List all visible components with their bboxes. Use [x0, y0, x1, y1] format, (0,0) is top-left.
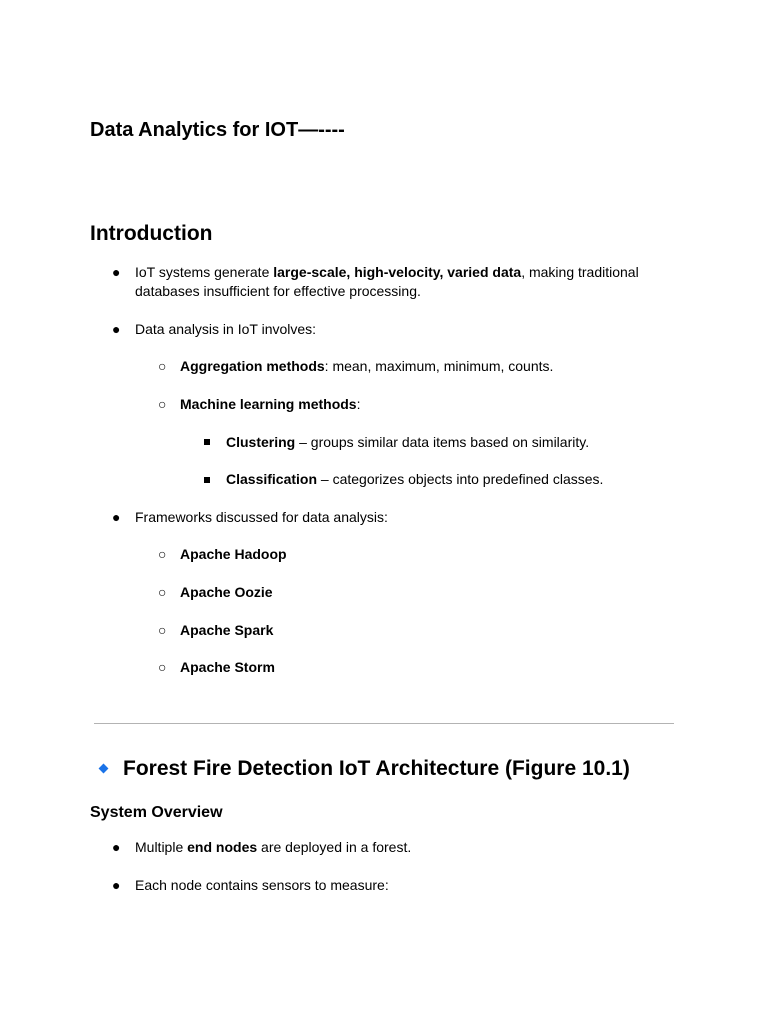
bullet-circle: ○ — [158, 546, 167, 562]
bullet-dot: ● — [112, 321, 121, 337]
introduction-heading: Introduction — [90, 222, 213, 245]
bold-text: large-scale, high-velocity, varied data — [273, 264, 522, 280]
bold-text: Clustering — [226, 434, 296, 450]
bullet-dot: ● — [112, 839, 121, 855]
bullet-circle: ○ — [158, 358, 167, 374]
horizontal-rule — [94, 723, 674, 724]
text: are deployed in a forest. — [257, 839, 412, 855]
intro-bullet-3: Frameworks discussed for data analysis: — [135, 509, 388, 525]
text: IoT systems generate — [135, 264, 274, 280]
bullet-dot: ● — [112, 264, 121, 280]
bullet-circle: ○ — [158, 396, 167, 412]
intro-bullet-2: Data analysis in IoT involves: — [135, 321, 317, 337]
framework-storm: Apache Storm — [180, 659, 275, 675]
machine-learning-methods-item — [180, 395, 360, 414]
aggregation-methods-item — [180, 357, 553, 376]
system-overview-heading: System Overview — [90, 804, 223, 821]
bold-text: Classification — [226, 471, 318, 487]
bold-text: Machine learning methods — [180, 396, 357, 412]
framework-hadoop: Apache Hadoop — [180, 546, 287, 562]
classification-item — [226, 470, 603, 489]
bold-text: Aggregation methods — [180, 358, 325, 374]
overview-bullet-1 — [135, 838, 411, 857]
framework-spark: Apache Spark — [180, 622, 274, 638]
document-title: Data Analytics for IOT—---- — [90, 119, 345, 141]
framework-oozie: Apache Oozie — [180, 584, 273, 600]
clustering-item — [226, 433, 589, 452]
bullet-dot: ● — [112, 509, 121, 525]
text: , making traditional — [521, 264, 639, 280]
text: Multiple — [135, 839, 188, 855]
diamond-icon — [99, 764, 109, 774]
text: : — [356, 396, 361, 412]
bullet-square — [204, 439, 210, 445]
bullet-circle: ○ — [158, 622, 167, 638]
text: – groups similar data items based on similarity. — [295, 434, 590, 450]
text: : mean, maximum, minimum, counts. — [324, 358, 554, 374]
intro-bullet-1-line-2: databases insufficient for effective processing. — [135, 283, 421, 299]
bold-text: end nodes — [187, 839, 258, 855]
bullet-circle: ○ — [158, 584, 167, 600]
text: – categorizes objects into predefined classes. — [317, 471, 604, 487]
bullet-circle: ○ — [158, 659, 167, 675]
overview-bullet-2: Each node contains sensors to measure: — [135, 877, 389, 893]
forest-fire-heading: Forest Fire Detection IoT Architecture (Figure 10.1) — [123, 757, 630, 780]
intro-bullet-1 — [135, 263, 639, 282]
bullet-dot: ● — [112, 877, 121, 893]
bullet-square — [204, 477, 210, 483]
